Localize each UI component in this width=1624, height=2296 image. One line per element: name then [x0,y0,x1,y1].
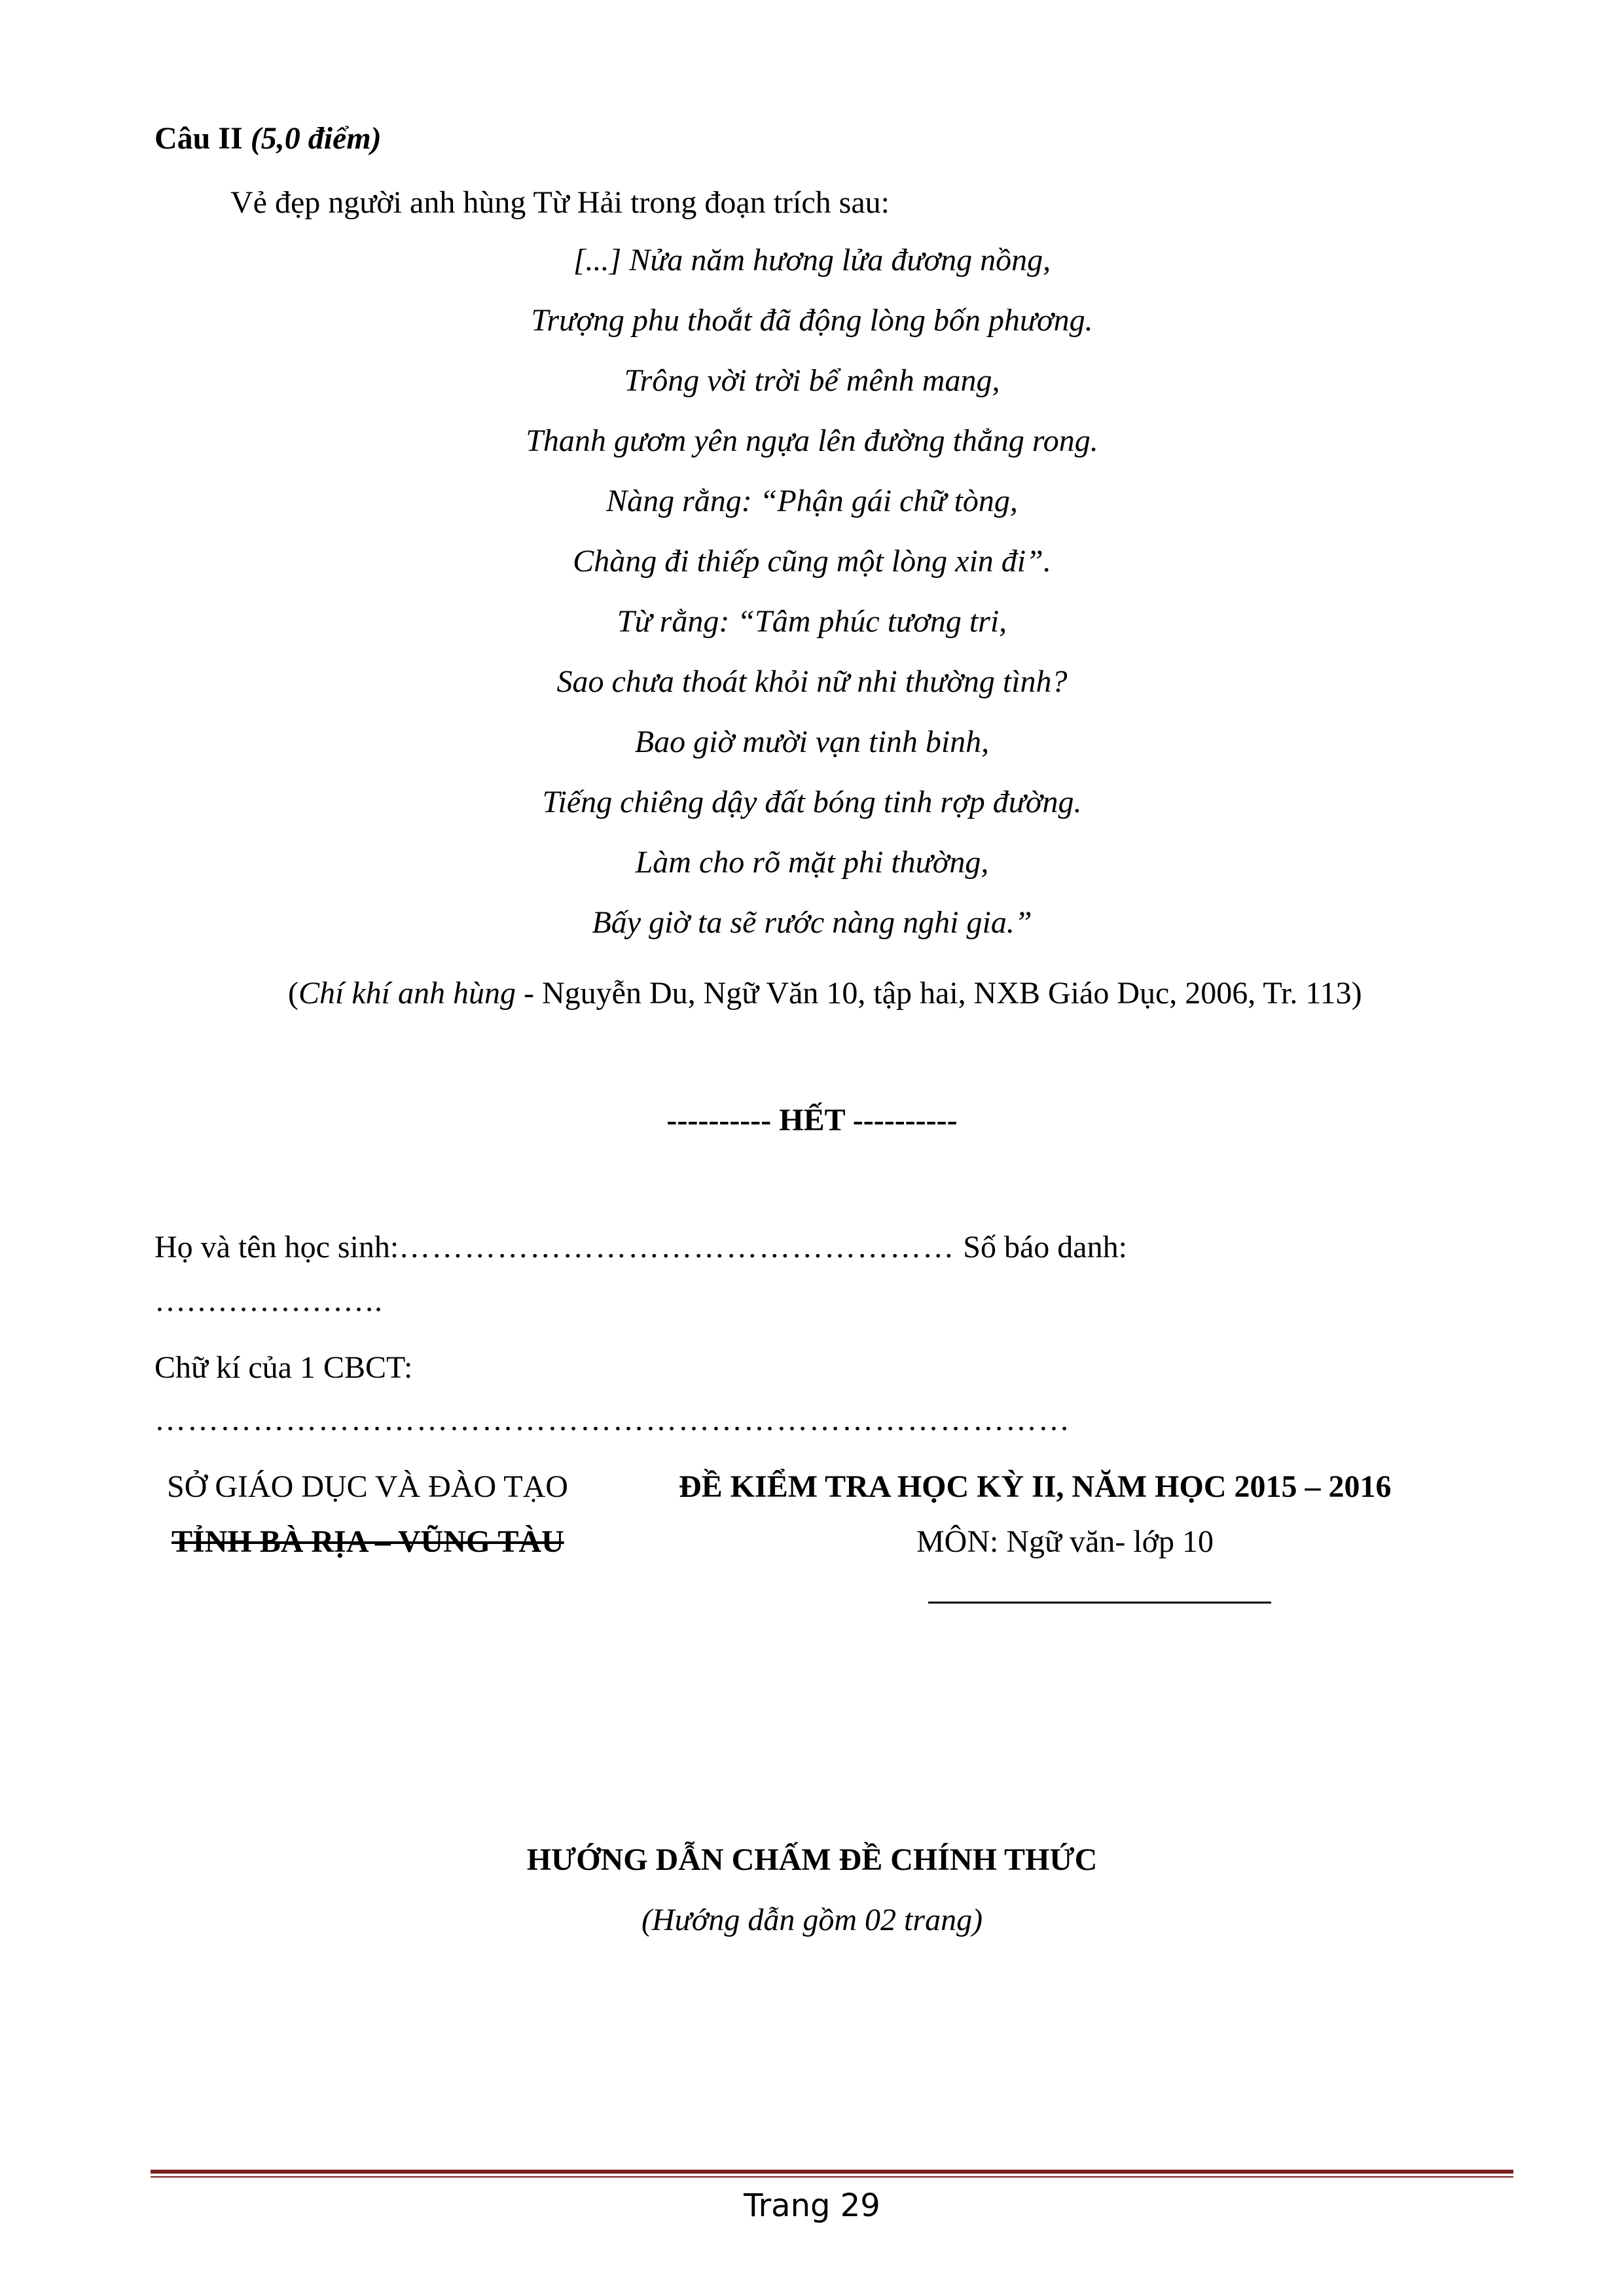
question-label: Câu II [154,121,243,156]
poem-line: Trượng phu thoắt đã động lòng bốn phương. [531,303,1093,338]
province-name: TỈNH BÀ RỊA – VŨNG TÀU [171,1524,564,1559]
candidate-number-field: …………………. [154,1283,382,1318]
footer-rule-thin [151,2176,1513,2178]
poem-line: Nàng rằng: “Phận gái chữ tòng, [606,484,1018,518]
question-prompt: Vẻ đẹp người anh hùng Từ Hải trong đoạn trích sau: [230,185,890,220]
poem-line: Tiếng chiêng dậy đất bóng tinh rợp đường. [542,785,1082,819]
citation-open: ( [288,976,298,1011]
poem-line: [...] Nửa năm hương lửa đương nồng, [573,243,1051,278]
candidate-number-label: Số báo danh: [963,1230,1127,1265]
citation-work-title: Chí khí anh hùng [298,976,516,1011]
poem-line: Sao chưa thoát khỏi nữ nhi thường tình? [556,664,1068,699]
guide-subtitle: (Hướng dẫn gồm 02 trang) [641,1903,983,1937]
student-name-line [154,1228,1127,1267]
subject-underline [928,1602,1271,1604]
poem-line: Làm cho rõ mặt phi thường, [635,845,989,880]
poem-line: Từ rằng: “Tâm phúc tương tri, [617,604,1007,639]
footer-rule-thick [151,2170,1513,2174]
signature-label: Chữ kí của 1 CBCT: [154,1350,413,1385]
student-name-label: Họ và tên học sinh: [154,1230,399,1265]
poem-line: Thanh gươm yên ngựa lên đường thẳng rong. [526,423,1098,458]
page-number: Trang 29 [744,2187,880,2224]
exam-subject: MÔN: Ngữ văn- lớp 10 [916,1524,1214,1559]
poem-line: Chàng đi thiếp cũng một lòng xin đi”. [573,544,1051,579]
student-name-field: …………………………………………… [399,1230,956,1265]
guide-title: HƯỚNG DẪN CHẤM ĐỀ CHÍNH THỨC [526,1842,1098,1877]
question-heading [154,119,382,158]
citation-source: - Nguyễn Du, Ngữ Văn 10, tập hai, NXB Giáo Dục, 2006, Tr. 113) [515,976,1362,1011]
exam-title: ĐỀ KIỂM TRA HỌC KỲ II, NĂM HỌC 2015 – 2016 [679,1469,1392,1504]
question-points: (5,0 điểm) [250,121,382,156]
poem-line: Bấy giờ ta sẽ rước nàng nghi gia.” [592,905,1032,940]
end-marker: ---------- HẾT ---------- [666,1103,958,1138]
department-name: SỞ GIÁO DỤC VÀ ĐÀO TẠO [167,1469,568,1504]
poem-citation [288,974,1362,1013]
poem-line: Bao giờ mười vạn tinh binh, [634,725,990,759]
poem-line: Trông vời trời bể mênh mang, [624,363,1000,398]
signature-field: ………………………………………………………………………… [154,1403,1071,1437]
